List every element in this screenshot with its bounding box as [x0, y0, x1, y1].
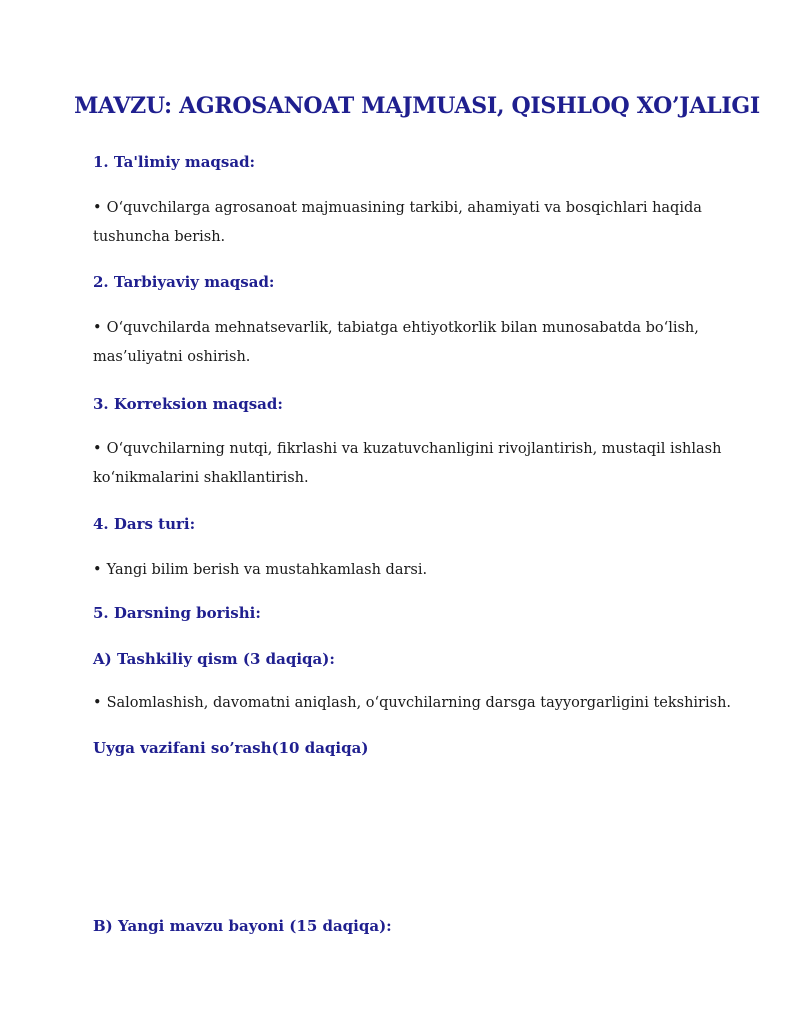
paragraph-text: Salomlashish, davomatni aniqlash, o‘quvchilarning darsga tayyorgarligini tekshirish. [106, 695, 732, 711]
section-heading-talimiy: 1. Ta'limiy maqsad: [93, 153, 256, 171]
section-heading-tashkiliy-qism: A) Tashkiliy qism (3 daqiqa): [93, 650, 335, 668]
section-heading-korreksion: 3. Korreksion maqsad: [93, 395, 283, 413]
section-heading-darsning-borishi: 5. Darsning borishi: [93, 604, 261, 622]
paragraph-text: O‘quvchilarning nutqi, fikrlashi va kuzatuvchanligini rivojlantirish, mustaqil ishlash ko‘nikmalarini shakllantirish. [93, 441, 722, 486]
section-text-talimiy [93, 194, 753, 252]
bullet-glyph: • [93, 562, 102, 578]
paragraph-text: O‘quvchilarga agrosanoat majmuasining tarkibi, ahamiyati va bosqichlari haqida tushuncha berish. [93, 200, 702, 245]
paragraph-text: Yangi bilim berish va mustahkamlash darsi. [106, 562, 428, 578]
section-text-dars-turi [93, 556, 753, 585]
bullet-glyph: • [93, 695, 102, 711]
bullet-glyph: • [93, 441, 102, 457]
section-heading-tarbiyaviy: 2. Tarbiyaviy maqsad: [93, 273, 275, 291]
bullet-glyph: • [93, 320, 102, 336]
document-title: MAVZU: AGROSANOAT MAJMUASI, QISHLOQ XO’JALIGI [74, 93, 760, 119]
section-heading-yangi-mavzu: B) Yangi mavzu bayoni (15 daqiqa): [93, 917, 392, 935]
section-text-korreksion [93, 435, 753, 493]
bullet-glyph: • [93, 200, 102, 216]
section-heading-dars-turi: 4. Dars turi: [93, 515, 196, 533]
paragraph-text: O‘quvchilarda mehnatsevarlik, tabiatga ehtiyotkorlik bilan munosabatda bo‘lish, mas’uliyatni oshirish. [93, 320, 699, 365]
section-text-tarbiyaviy [93, 314, 753, 372]
section-heading-uyga-vazifa: Uyga vazifani so’rash(10 daqiqa) [93, 739, 369, 757]
section-text-tashkiliy-qism [93, 689, 753, 718]
